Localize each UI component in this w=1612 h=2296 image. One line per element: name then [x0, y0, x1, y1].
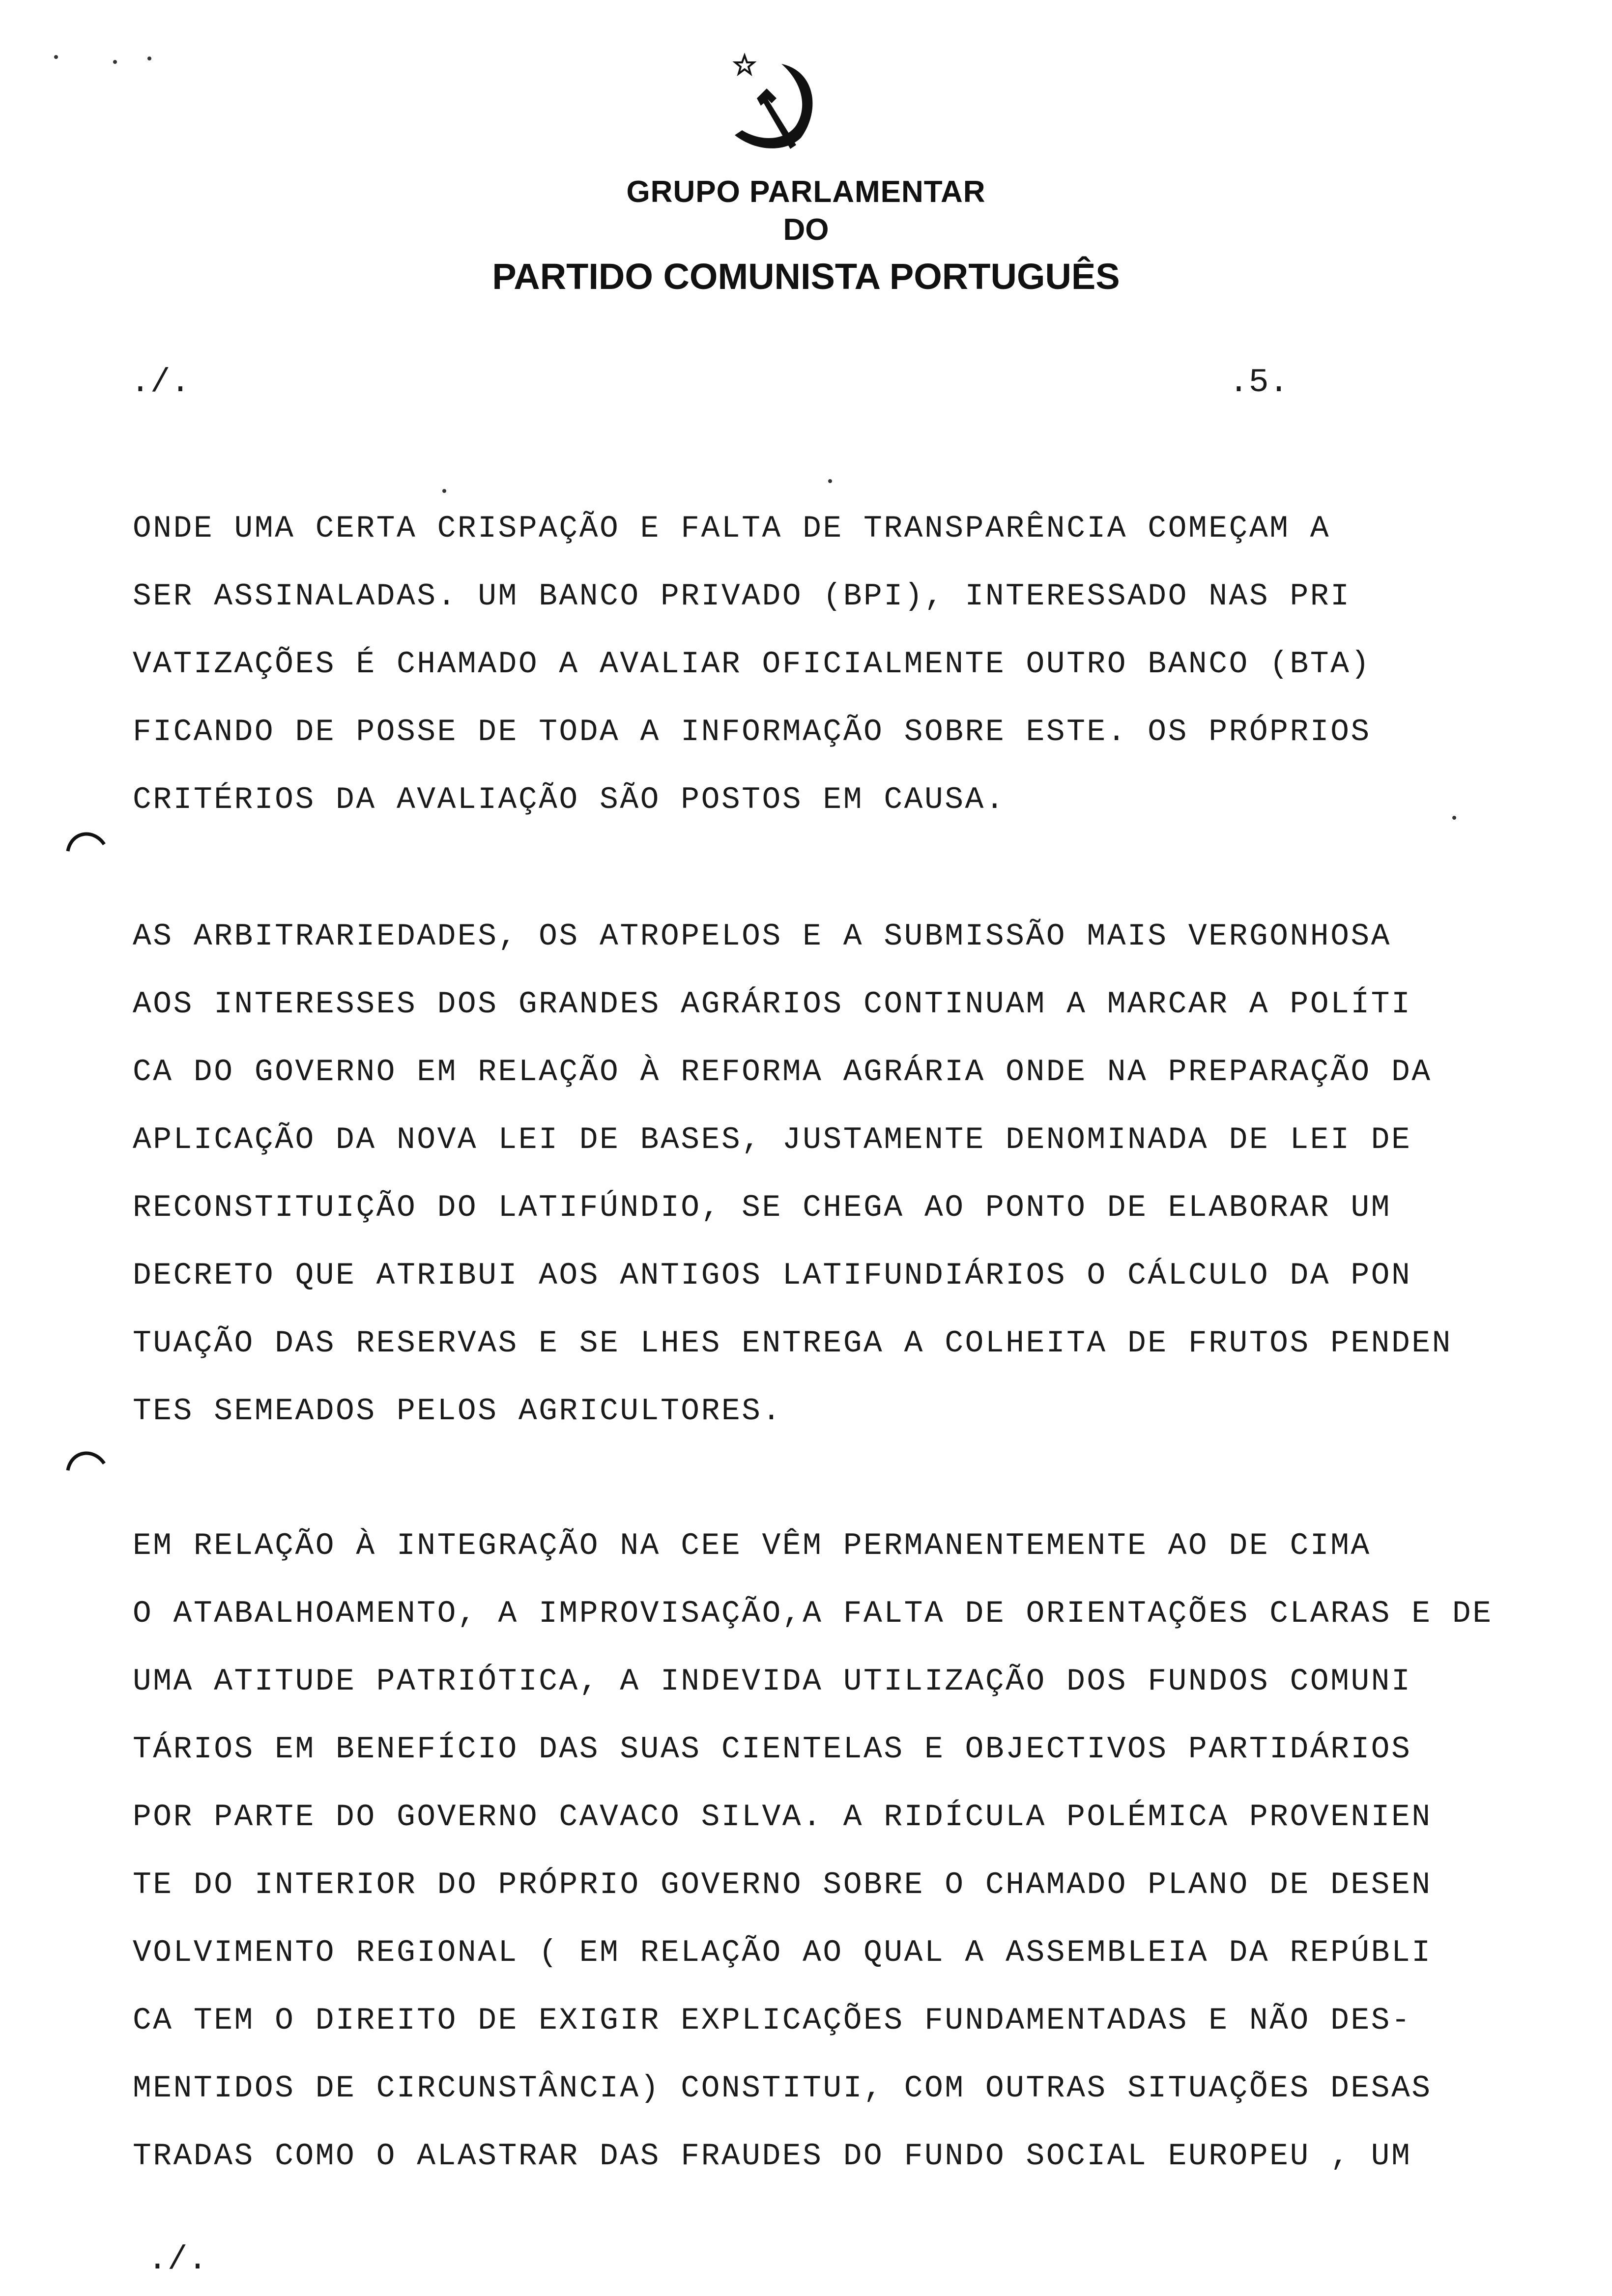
text-line: TE DO INTERIOR DO PRÓPRIO GOVERNO SOBRE O CHAMADO PLANO DE DESEN: [133, 1867, 1432, 1902]
scan-speck: [113, 60, 117, 64]
text-line: CA TEM O DIREITO DE EXIGIR EXPLICAÇÕES FUNDAMENTADAS E NÃO DES-: [133, 2003, 1412, 2038]
text-line: VOLVIMENTO REGIONAL ( EM RELAÇÃO AO QUAL A ASSEMBLEIA DA REPÚBLI: [133, 1935, 1432, 1970]
page-number: .5.: [1229, 364, 1289, 402]
continuation-mark-top: ./.: [130, 364, 191, 402]
text-line: TRADAS COMO O ALASTRAR DAS FRAUDES DO FUNDO SOCIAL EUROPEU , UM: [133, 2139, 1412, 2174]
paragraph-bracket-icon: [64, 1445, 108, 1474]
scan-speck: [1452, 816, 1456, 820]
text-line: EM RELAÇÃO À INTEGRAÇÃO NA CEE VÊM PERMANENTEMENTE AO DE CIMA: [133, 1528, 1371, 1563]
paragraph-bracket-icon: [64, 826, 108, 855]
party-name: PARTIDO COMUNISTA PORTUGUÊS: [492, 256, 1120, 297]
text-line: CRITÉRIOS DA AVALIAÇÃO SÃO POSTOS EM CAUSA.: [133, 782, 1006, 817]
text-line: AS ARBITRARIEDADES, OS ATROPELOS E A SUBMISSÃO MAIS VERGONHOSA: [133, 919, 1391, 954]
text-line: ONDE UMA CERTA CRISPAÇÃO E FALTA DE TRANSPARÊNCIA COMEÇAM A: [133, 511, 1331, 546]
text-line: FICANDO DE POSSE DE TODA A INFORMAÇÃO SOBRE ESTE. OS PRÓPRIOS: [133, 715, 1371, 749]
text-line: UMA ATITUDE PATRIÓTICA, A INDEVIDA UTILIZAÇÃO DOS FUNDOS COMUNI: [133, 1664, 1412, 1699]
text-line: CA DO GOVERNO EM RELAÇÃO À REFORMA AGRÁRIA ONDE NA PREPARAÇÃO DA: [133, 1055, 1432, 1090]
text-line: RECONSTITUIÇÃO DO LATIFÚNDIO, SE CHEGA AO PONTO DE ELABORAR UM: [133, 1190, 1391, 1225]
hammer-and-sickle-icon: [722, 52, 835, 165]
text-line: O ATABALHOAMENTO, A IMPROVISAÇÃO,A FALTA DE ORIENTAÇÕES CLARAS E DE: [133, 1596, 1493, 1631]
paragraph-privatizations: [133, 511, 1371, 850]
text-line: VATIZAÇÕES É CHAMADO A AVALIAR OFICIALMENTE OUTRO BANCO (BTA): [133, 647, 1371, 682]
group-title-connector: DO: [783, 213, 829, 247]
scan-speck: [54, 55, 58, 59]
continuation-mark-bottom: ./.: [147, 2241, 208, 2279]
text-line: TUAÇÃO DAS RESERVAS E SE LHES ENTREGA A COLHEITA DE FRUTOS PENDEN: [133, 1326, 1452, 1361]
group-title: GRUPO PARLAMENTAR: [626, 175, 986, 209]
scan-speck: [147, 57, 151, 60]
text-line: AOS INTERESSES DOS GRANDES AGRÁRIOS CONTINUAM A MARCAR A POLÍTI: [133, 987, 1412, 1022]
paragraph-agrarian-reform: [133, 919, 1452, 1462]
text-line: POR PARTE DO GOVERNO CAVACO SILVA. A RIDÍCULA POLÉMICA PROVENIEN: [133, 1800, 1432, 1835]
scan-speck: [828, 479, 832, 483]
text-line: APLICAÇÃO DA NOVA LEI DE BASES, JUSTAMENTE DENOMINADA DE LEI DE: [133, 1122, 1412, 1157]
text-line: DECRETO QUE ATRIBUI AOS ANTIGOS LATIFUNDIÁRIOS O CÁLCULO DA PON: [133, 1258, 1412, 1293]
paragraph-cee-integration: [133, 1528, 1493, 2207]
scan-speck: [442, 489, 446, 493]
text-line: MENTIDOS DE CIRCUNSTÂNCIA) CONSTITUI, COM OUTRAS SITUAÇÕES DESAS: [133, 2071, 1432, 2106]
text-line: SER ASSINALADAS. UM BANCO PRIVADO (BPI), INTERESSADO NAS PRI: [133, 579, 1351, 614]
text-line: TÁRIOS EM BENEFÍCIO DAS SUAS CIENTELAS E OBJECTIVOS PARTIDÁRIOS: [133, 1732, 1412, 1767]
text-line: TES SEMEADOS PELOS AGRICULTORES.: [133, 1394, 782, 1429]
